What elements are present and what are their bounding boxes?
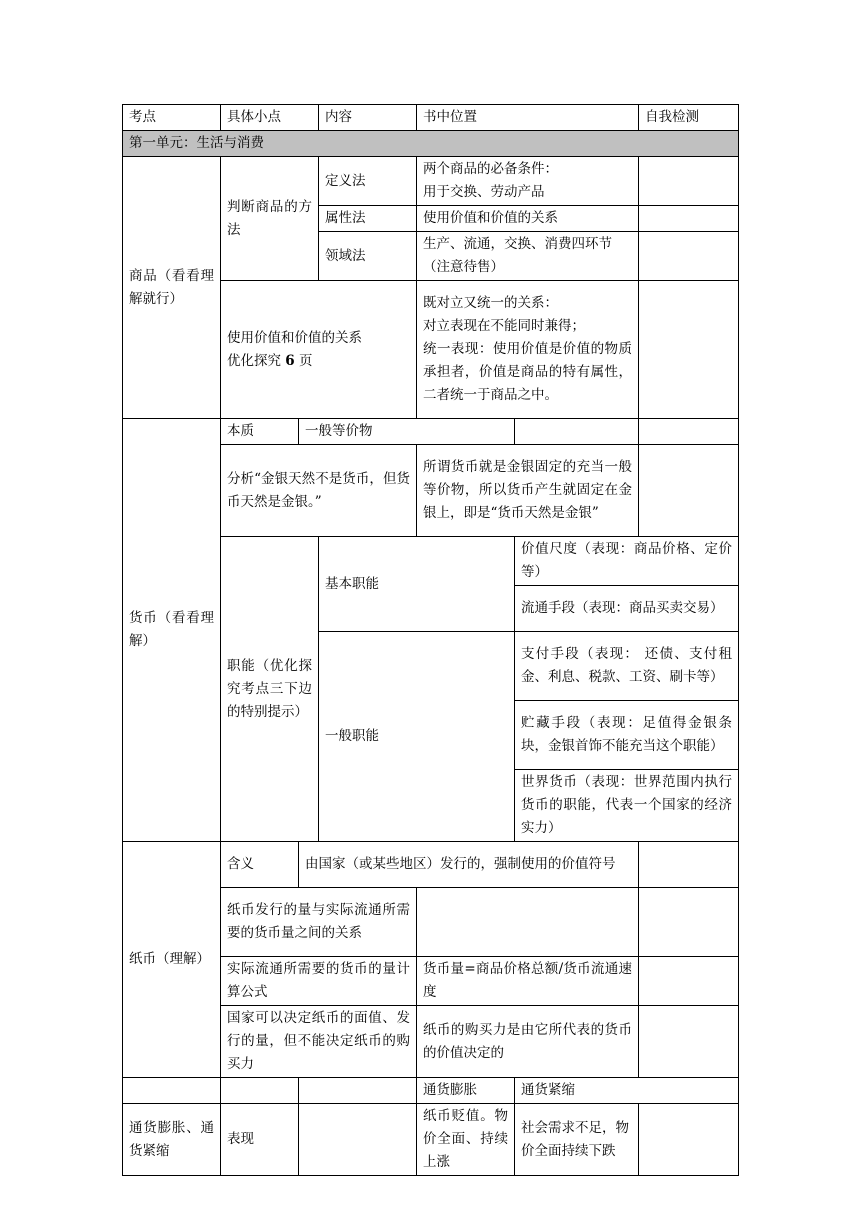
empty-cell	[299, 1078, 417, 1104]
attribute-content: 使用价值和价值的关系	[417, 206, 639, 232]
header-topic: 考点	[123, 105, 221, 131]
general-function-label: 一般职能	[319, 632, 515, 842]
table-row	[123, 1078, 739, 1104]
table-row	[123, 157, 739, 206]
header-self-check: 自我检测	[639, 105, 739, 131]
self-check-cell	[639, 232, 739, 281]
self-check-cell	[639, 281, 739, 419]
subpoint-analysis: 分析“金银天然不是货币，但货币天然是金银。”	[221, 445, 417, 537]
table-row	[123, 842, 739, 888]
relation-label-book: 优化探究	[227, 352, 281, 369]
general-function-item-2: 贮藏手段（表现：足值得金银条块，金银首饰不能充当这个职能）	[515, 701, 739, 770]
meaning-content: 由国家（或某些地区）发行的，强制使用的价值符号	[299, 842, 639, 888]
self-check-cell	[639, 957, 739, 1006]
basic-function-item-2: 流通手段（表现：商品买卖交易）	[515, 586, 739, 632]
self-check-cell	[639, 1104, 739, 1176]
head-deflation: 通货紧缩	[515, 1078, 739, 1104]
self-check-cell	[639, 888, 739, 957]
relation-line-3: 统一表现：使用价值是价值的物质承担者，价值是商品的特有属性，二者统一于商品之中。	[423, 341, 633, 403]
subpoint-performance: 表现	[221, 1104, 299, 1176]
empty-cell	[221, 1078, 299, 1104]
topic-money: 货币（看看理解）	[123, 419, 221, 842]
general-function-item-1: 支付手段（表现： 还债、支付租金、利息、税款、工资、刷卡等）	[515, 632, 739, 701]
self-check-cell	[639, 206, 739, 232]
formula-content: 货币量=商品价格总额/货币流通速度	[417, 957, 639, 1006]
basic-function-item-1: 价值尺度（表现：商品价格、定价等）	[515, 537, 739, 586]
unit-title: 第一单元：生活与消费	[123, 131, 739, 157]
subpoint-judge-method: 判断商品的方法	[221, 157, 319, 281]
definition-content	[417, 157, 639, 206]
definition-line-1: 两个商品的必备条件：	[423, 161, 558, 177]
head-inflation: 通货膨胀	[417, 1078, 515, 1104]
basic-function-label: 基本职能	[319, 537, 515, 632]
topic-paper-money: 纸币（理解）	[123, 842, 221, 1078]
inflation-performance: 纸币贬值。物价全面、持续上涨	[417, 1104, 515, 1176]
essence-content: 一般等价物	[299, 419, 515, 445]
self-check-cell	[639, 157, 739, 206]
table-row	[123, 1104, 739, 1176]
subpoint-functions: 职能（优化探究考点三下边的特别提示）	[221, 537, 319, 842]
subpoint-formula: 实际流通所需要的货币的量计算公式	[221, 957, 417, 1006]
unit-title-row	[123, 131, 739, 157]
subpoint-issue-relation: 纸币发行的量与实际流通所需要的货币量之间的关系	[221, 888, 417, 957]
header-book-location: 书中位置	[417, 105, 639, 131]
domain-content: 生产、流通，交换、消费四环节（注意待售）	[417, 232, 639, 281]
header-subpoint: 具体小点	[221, 105, 319, 131]
table-row	[123, 419, 739, 445]
self-check-cell	[639, 419, 739, 445]
definition-line-2: 用于交换、劳动产品	[423, 184, 545, 200]
relation-line-1: 既对立又统一的关系：	[423, 295, 558, 311]
header-content: 内容	[319, 105, 417, 131]
relation-label-line-2	[227, 350, 410, 373]
issue-relation-content	[417, 888, 639, 957]
self-check-cell	[639, 842, 739, 888]
empty-cell	[123, 1078, 221, 1104]
topic-inflation-deflation: 通货膨胀、通货紧缩	[123, 1104, 221, 1176]
subpoint-purchasing-power: 国家可以决定纸币的面值、发行的量，但不能决定纸币的购买力	[221, 1006, 417, 1078]
topic-commodity: 商品（看看理解就行）	[123, 157, 221, 419]
relation-label-line-1: 使用价值和价值的关系	[227, 329, 362, 346]
method-definition: 定义法	[319, 157, 417, 206]
self-check-cell	[639, 445, 739, 537]
review-table	[122, 104, 739, 1176]
subpoint-essence: 本质	[221, 419, 299, 445]
subpoint-meaning: 含义	[221, 842, 299, 888]
relation-label-page-suffix: 页	[299, 352, 313, 369]
relation-line-2: 对立表现在不能同时兼得；	[423, 318, 585, 334]
empty-cell	[515, 419, 639, 445]
subpoint-value-relation	[221, 281, 417, 419]
method-attribute: 属性法	[319, 206, 417, 232]
general-function-item-3: 世界货币（表现：世界范围内执行货币的职能，代表一个国家的经济实力）	[515, 770, 739, 842]
relation-label-page-number: 6	[285, 352, 295, 369]
analysis-content: 所谓货币就是金银固定的充当一般等价物，所以货币产生就固定在金银上，即是“货币天然是金银”	[417, 445, 639, 537]
self-check-cell	[639, 1006, 739, 1078]
method-domain: 领域法	[319, 232, 417, 281]
table-header-row	[123, 105, 739, 131]
purchasing-power-content: 纸币的购买力是由它所代表的货币的价值决定的	[417, 1006, 639, 1078]
relation-content	[417, 281, 639, 419]
deflation-performance: 社会需求不足，物价全面持续下跌	[515, 1104, 639, 1176]
empty-cell	[299, 1104, 417, 1176]
